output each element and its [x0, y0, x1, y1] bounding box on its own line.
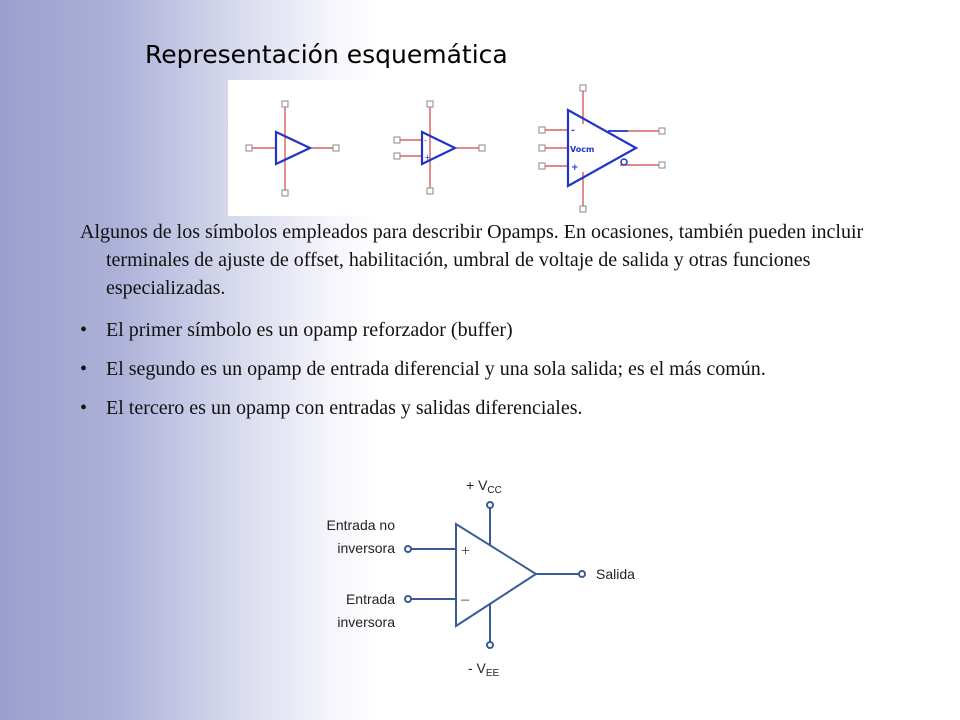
- svg-text:Vocm: Vocm: [570, 145, 595, 154]
- inverting-label-2: inversora: [337, 614, 395, 630]
- body-text: [80, 218, 900, 433]
- bullet-text: El primer símbolo es un opamp reforzador (buffer): [106, 319, 513, 341]
- bullet-item-3: [80, 394, 900, 422]
- slide-title: Representación esquemática: [145, 40, 508, 69]
- bullet-text: El tercero es un opamp con entradas y salidas diferenciales.: [106, 397, 583, 419]
- noninverting-label-2: inversora: [337, 540, 395, 556]
- svg-text:+: +: [424, 153, 431, 162]
- plus-sign: +: [461, 543, 471, 560]
- inverting-label-1: Entrada: [345, 591, 395, 607]
- vcc-label: + $V_{CC}$: [466, 477, 502, 496]
- inverting-terminal: [405, 596, 411, 602]
- differential-opamp-symbol: [394, 101, 485, 194]
- bullet-text: El segundo es un opamp de entrada diferencial y una sola salida; es el más común.: [106, 358, 766, 380]
- output-label: Salida: [596, 566, 635, 582]
- vee-label: - $V_{EE}$: [468, 660, 500, 679]
- vcc-terminal: [487, 502, 493, 508]
- output-terminal: [579, 571, 585, 577]
- intro-paragraph: Algunos de los símbolos empleados para describir Opamps. En ocasiones, también pueden incluir terminales de ajuste de offset, habilitación, umbral de voltaje de salida y otras funciones especializadas.: [80, 221, 864, 299]
- bullet-marker: •: [80, 397, 88, 419]
- svg-text:+: +: [571, 163, 579, 173]
- opamp-triangle: [456, 524, 536, 626]
- noninverting-label-1: Entrada no: [326, 517, 395, 533]
- noninverting-terminal: [405, 546, 411, 552]
- fully-differential-opamp-symbol: [539, 85, 665, 212]
- bullet-marker: •: [80, 358, 88, 380]
- bullet-item-2: [80, 355, 900, 383]
- bullet-marker: •: [80, 319, 88, 341]
- opamp-symbols-image: [228, 80, 678, 216]
- minus-sign: –: [461, 591, 469, 608]
- bullet-item-1: [80, 316, 900, 344]
- buffer-opamp-symbol: [246, 101, 339, 196]
- vee-terminal: [487, 642, 493, 648]
- opamp-pinout-diagram: [300, 470, 700, 690]
- svg-text:-: -: [571, 126, 575, 136]
- svg-text:-: -: [424, 136, 427, 145]
